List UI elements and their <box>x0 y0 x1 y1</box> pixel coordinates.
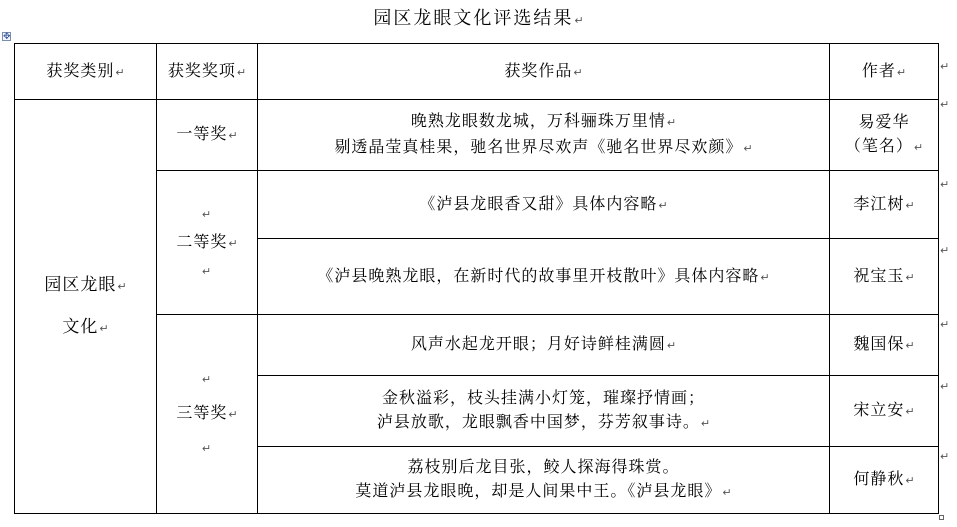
work-line-2: 泸县放歌，龙眼飘香中国梦，芬芳叙事诗。↵ <box>376 412 711 431</box>
work-cell[interactable] <box>258 376 830 447</box>
paragraph-mark: ↵ <box>574 14 584 27</box>
work-line-2: 剔透晶莹真桂果，驰名世界尽欢声《驰名世界尽欢颜》↵ <box>334 137 753 156</box>
row-end-mark: ↵ <box>940 98 950 111</box>
category-cell[interactable] <box>15 100 157 514</box>
work-line-1: 晚熟龙眼数龙城，万科骊珠万里情↵ <box>410 111 677 130</box>
paragraph-mark: ↵ <box>201 442 213 455</box>
paragraph-mark: ↵ <box>760 270 770 284</box>
paragraph-mark: ↵ <box>658 198 668 212</box>
paragraph-mark: ↵ <box>115 65 125 79</box>
level-cell-second[interactable] <box>157 171 258 315</box>
work-cell[interactable] <box>258 100 830 171</box>
table-header-row <box>15 44 939 100</box>
row-end-mark: ↵ <box>940 60 950 73</box>
author-line-2: （笔名）↵ <box>844 136 924 155</box>
header-level[interactable]: 获奖奖项↵ <box>157 44 258 100</box>
title-text: 园区龙眼文化评选结果 <box>373 8 574 29</box>
results-table <box>14 43 939 514</box>
row-end-mark: ↵ <box>940 244 950 257</box>
work-cell[interactable] <box>258 447 830 514</box>
level-label: 二等奖↵ <box>176 231 238 251</box>
paragraph-mark: ↵ <box>896 65 907 79</box>
header-category[interactable]: 获奖类别↵ <box>15 44 157 100</box>
paragraph-mark: ↵ <box>666 339 677 352</box>
paragraph-mark: ↵ <box>905 270 915 284</box>
paragraph-mark: ↵ <box>905 198 915 212</box>
author-line-1: 易爱华 <box>858 112 910 131</box>
paragraph-mark: ↵ <box>905 474 915 487</box>
author-cell[interactable]: 魏国保↵ <box>830 315 939 376</box>
row-end-mark: ↵ <box>940 318 950 331</box>
table-row <box>15 100 939 171</box>
paragraph-mark: ↵ <box>905 339 915 352</box>
paragraph-mark: ↵ <box>236 65 247 79</box>
work-cell[interactable]: 《泸县晚熟龙眼，在新时代的故事里开枝散叶》具体内容略↵ <box>258 239 830 315</box>
work-cell[interactable]: 《泸县龙眼香又甜》具体内容略↵ <box>258 171 830 239</box>
work-line-1: 荔枝别后龙目张，鲛人探海得珠赏。 <box>407 457 680 476</box>
paragraph-mark: ↵ <box>573 65 583 79</box>
row-end-mark: ↵ <box>940 450 950 463</box>
page-title <box>0 4 957 30</box>
row-end-mark: ↵ <box>940 380 950 393</box>
paragraph-mark: ↵ <box>201 373 213 386</box>
paragraph-mark: ↵ <box>228 129 238 142</box>
paragraph-mark: ↵ <box>201 264 213 278</box>
level-cell-third[interactable] <box>157 315 258 514</box>
category-line-2: 文化↵ <box>62 316 109 337</box>
level-cell-first[interactable]: 一等奖↵ <box>157 100 258 171</box>
author-cell[interactable]: 祝宝玉↵ <box>830 239 939 315</box>
row-end-mark: ↵ <box>940 178 950 191</box>
work-line-1: 金秋溢彩，枝头挂满小灯笼，璀璨抒情画； <box>381 388 705 407</box>
author-cell[interactable]: 何静秋↵ <box>830 447 939 514</box>
level-label: 三等奖↵ <box>176 403 238 422</box>
header-work[interactable]: 获奖作品↵ <box>258 44 830 100</box>
paragraph-mark: ↵ <box>201 207 213 221</box>
paragraph-mark: ↵ <box>905 405 915 418</box>
table-move-handle-icon[interactable]: ✥ <box>3 32 11 42</box>
work-line-2: 莫道泸县龙眼晚，却是人间果中王。《泸县龙眼》↵ <box>355 481 732 500</box>
table-resize-handle-icon[interactable] <box>939 515 944 520</box>
author-cell[interactable]: 李江树↵ <box>830 171 939 239</box>
work-cell[interactable]: 风声水起龙开眼；月好诗鲜桂满圆↵ <box>258 315 830 376</box>
author-cell[interactable] <box>830 100 939 171</box>
header-author[interactable]: 作者↵ <box>830 44 939 100</box>
author-cell[interactable]: 宋立安↵ <box>830 376 939 447</box>
category-line-1: 园区龙眼↵ <box>44 274 127 295</box>
